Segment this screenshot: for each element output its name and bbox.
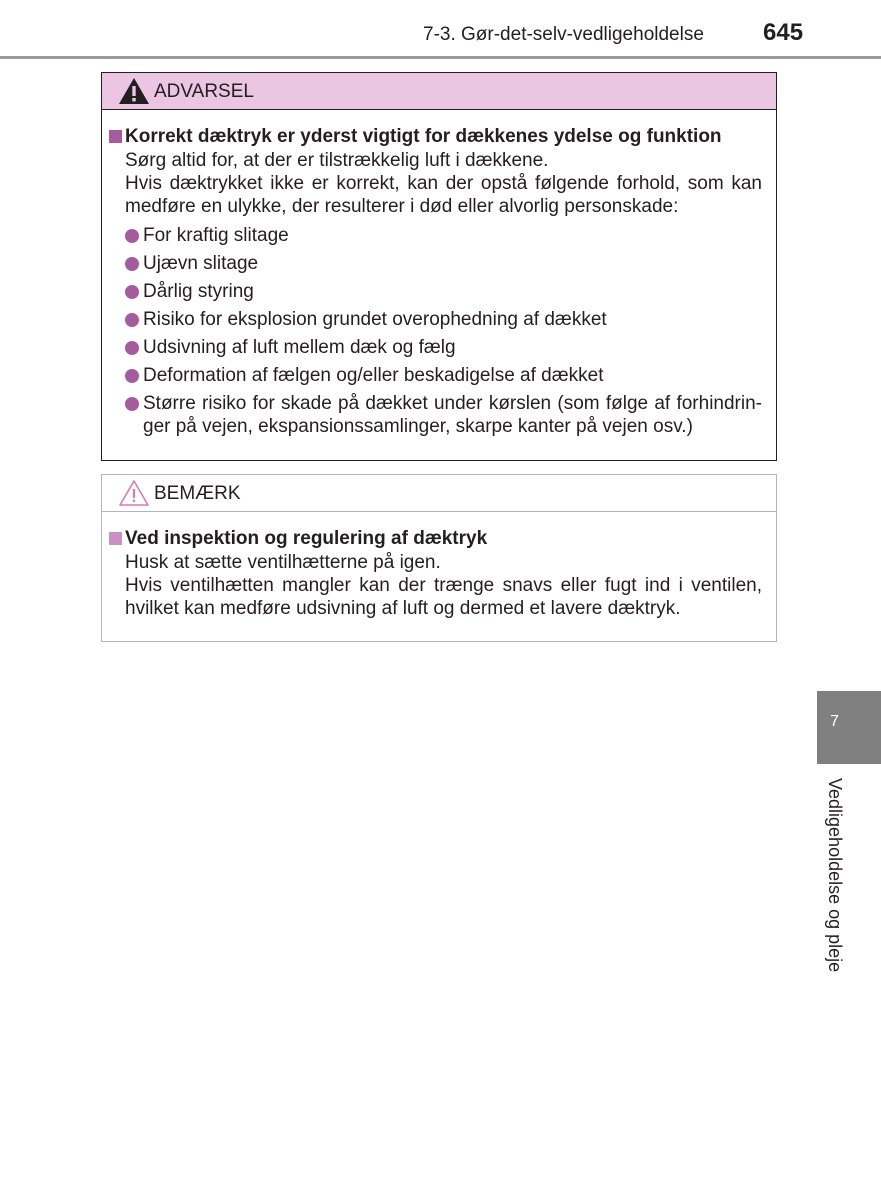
note-box-header bbox=[102, 475, 776, 512]
header-divider bbox=[0, 56, 881, 59]
circle-bullet-icon bbox=[125, 397, 139, 411]
warning-label: ADVARSEL bbox=[154, 81, 254, 102]
list-item bbox=[108, 392, 762, 438]
list-item bbox=[108, 336, 762, 359]
list-item bbox=[108, 364, 762, 387]
circle-bullet-icon bbox=[125, 229, 139, 243]
list-item bbox=[108, 252, 762, 275]
chapter-side-label: Vedligeholdelse og pleje bbox=[825, 778, 845, 973]
warning-title-text: Korrekt dæktryk er yderst vigtigt for dækkenes ydelse og funktion bbox=[125, 126, 722, 147]
note-box bbox=[101, 474, 777, 642]
list-item-text: Deformation af fælgen og/eller beskadigelse af dækket bbox=[143, 365, 604, 386]
square-bullet-icon bbox=[109, 130, 122, 143]
warning-paragraph: Sørg altid for, at der er tilstrækkelig luft i dækkene. bbox=[125, 150, 549, 171]
warning-body bbox=[102, 110, 776, 438]
list-item-text: Risiko for eksplosion grundet overophedning af dækket bbox=[143, 309, 607, 330]
list-item-text: Dårlig styring bbox=[143, 281, 254, 302]
list-item bbox=[108, 308, 762, 331]
note-paragraph: Husk at sætte ventilhætterne på igen. bbox=[125, 552, 441, 573]
circle-bullet-icon bbox=[125, 285, 139, 299]
warning-box bbox=[101, 72, 777, 461]
list-item bbox=[108, 224, 762, 247]
warning-bullet-list bbox=[108, 224, 762, 438]
caution-outline-triangle-icon bbox=[118, 479, 150, 507]
list-item bbox=[108, 280, 762, 303]
warning-paragraph: Hvis dæktrykket ikke er korrekt, kan der opstå følgende forhold, som kan medføre en ulykke, der resulterer i død eller alvorlig personskade: bbox=[125, 173, 762, 217]
chapter-section-title: 7-3. Gør-det-selv-vedligeholdelse bbox=[423, 24, 704, 45]
note-section-title bbox=[108, 526, 762, 551]
chapter-tab bbox=[817, 691, 881, 764]
warning-box-header bbox=[102, 73, 776, 110]
circle-bullet-icon bbox=[125, 313, 139, 327]
circle-bullet-icon bbox=[125, 369, 139, 383]
square-bullet-icon bbox=[109, 532, 122, 545]
list-item-text: Udsivning af luft mellem dæk og fælg bbox=[143, 337, 456, 358]
circle-bullet-icon bbox=[125, 341, 139, 355]
list-item-text: Større risiko for skade på dækket under kørslen (som følge af forhindrin-ger på vejen, ekspansionssamlinger, skarpe kanter på vejen osv.) bbox=[143, 393, 762, 437]
note-title-text: Ved inspektion og regulering af dæktryk bbox=[125, 528, 488, 549]
list-item-text: Ujævn slitage bbox=[143, 253, 259, 274]
page-number: 645 bbox=[763, 19, 804, 46]
note-label: BEMÆRK bbox=[154, 483, 241, 504]
note-body bbox=[102, 512, 776, 620]
note-paragraph: Hvis ventilhætten mangler kan der trænge snavs eller fugt ind i ventilen, hvilket kan medføre udsivning af luft og dermed et lavere dæktryk. bbox=[125, 575, 762, 619]
circle-bullet-icon bbox=[125, 257, 139, 271]
list-item-text: For kraftig slitage bbox=[143, 225, 289, 246]
warning-triangle-icon bbox=[118, 77, 150, 105]
warning-section-title bbox=[108, 124, 762, 149]
chapter-number: 7 bbox=[830, 713, 839, 730]
